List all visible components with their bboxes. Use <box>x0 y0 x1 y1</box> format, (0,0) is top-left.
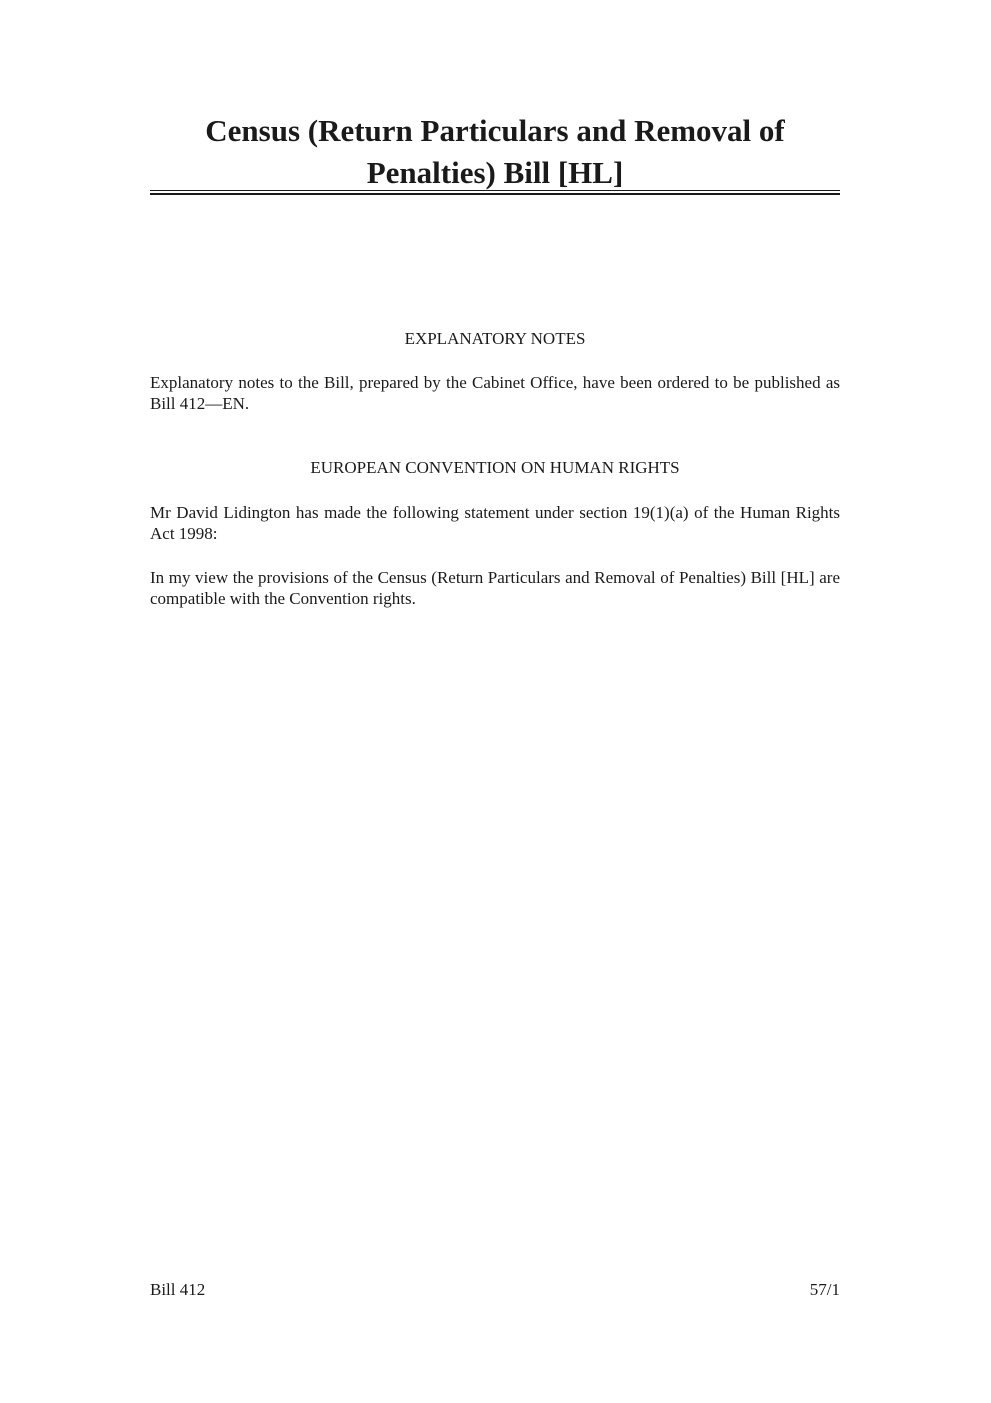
section-heading-explanatory-notes: EXPLANATORY NOTES <box>404 329 586 348</box>
document-title: Census (Return Particulars and Removal of Penalties) Bill [HL] <box>205 113 785 190</box>
section-heading-echr: EUROPEAN CONVENTION ON HUMAN RIGHTS <box>310 458 680 477</box>
ministerial-statement-paragraph: Mr David Lidington has made the following statement under section 19(1)(a) of the Human Rights Act 1998: <box>150 503 840 543</box>
title-double-rule <box>150 190 840 195</box>
explanatory-notes-paragraph: Explanatory notes to the Bill, prepared by the Cabinet Office, have been ordered to be published as Bill 412—EN. <box>150 373 840 413</box>
compatibility-statement-paragraph: In my view the provisions of the Census (Return Particulars and Removal of Penalties) Bill [HL] are compatible with the Convention rights. <box>150 568 840 608</box>
footer-bill-number: Bill 412 <box>150 1280 206 1299</box>
footer-page-reference: 57/1 <box>809 1280 840 1299</box>
document-page <box>150 0 840 1403</box>
